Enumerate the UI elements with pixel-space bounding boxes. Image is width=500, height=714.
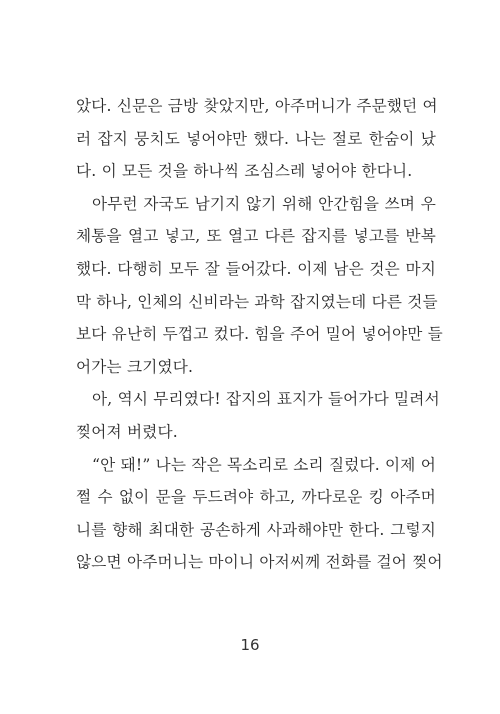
text-line: 체통을 열고 넣고, 또 열고 다른 잡지를 넣고를 반복 bbox=[76, 227, 436, 246]
text-line: 았다. 신문은 금방 찾았지만, 아주머니가 주문했던 여 bbox=[76, 97, 438, 115]
body-text bbox=[76, 90, 443, 579]
text-line: 어가는 크기였다. bbox=[76, 357, 194, 376]
page-number: 16 bbox=[240, 636, 260, 654]
text-line: 아무런 자국도 남기지 않기 위해 안간힘을 쓰며 우 bbox=[92, 194, 436, 213]
text-line: “안 돼!” 나는 작은 목소리로 소리 질렀다. 이제 어 bbox=[92, 455, 436, 474]
paragraph bbox=[76, 90, 436, 188]
text-line: 보다 유난히 두껍고 컸다. 힘을 주어 밀어 넣어야만 들 bbox=[76, 325, 443, 344]
text-line: 러 잡지 뭉치도 넣어야만 했다. 나는 절로 한숨이 났 bbox=[76, 129, 436, 148]
text-line: 다. 이 모든 것을 하나씩 조심스레 넣어야 한다니. bbox=[76, 162, 413, 181]
text-line: 니를 향해 최대한 공손하게 사과해야만 한다. 그렇지 bbox=[76, 520, 436, 539]
text-line: 막 하나, 인체의 신비라는 과학 잡지였는데 다른 것들 bbox=[76, 292, 438, 311]
text-line: 않으면 아주머니는 마이니 아저씨께 전화를 걸어 찢어 bbox=[76, 553, 443, 572]
paragraph bbox=[76, 383, 440, 448]
paragraph bbox=[76, 449, 443, 579]
text-line: 찢어져 버렸다. bbox=[76, 422, 178, 441]
text-line: 아, 역시 무리였다! 잡지의 표지가 들어가다 밀려서 bbox=[92, 390, 440, 409]
text-line: 쩔 수 없이 문을 두드려야 하고, 까다로운 킹 아주머 bbox=[76, 488, 436, 507]
paragraph bbox=[76, 188, 443, 384]
text-line: 했다. 다행히 모두 잘 들어갔다. 이제 남은 것은 마지 bbox=[76, 259, 436, 278]
